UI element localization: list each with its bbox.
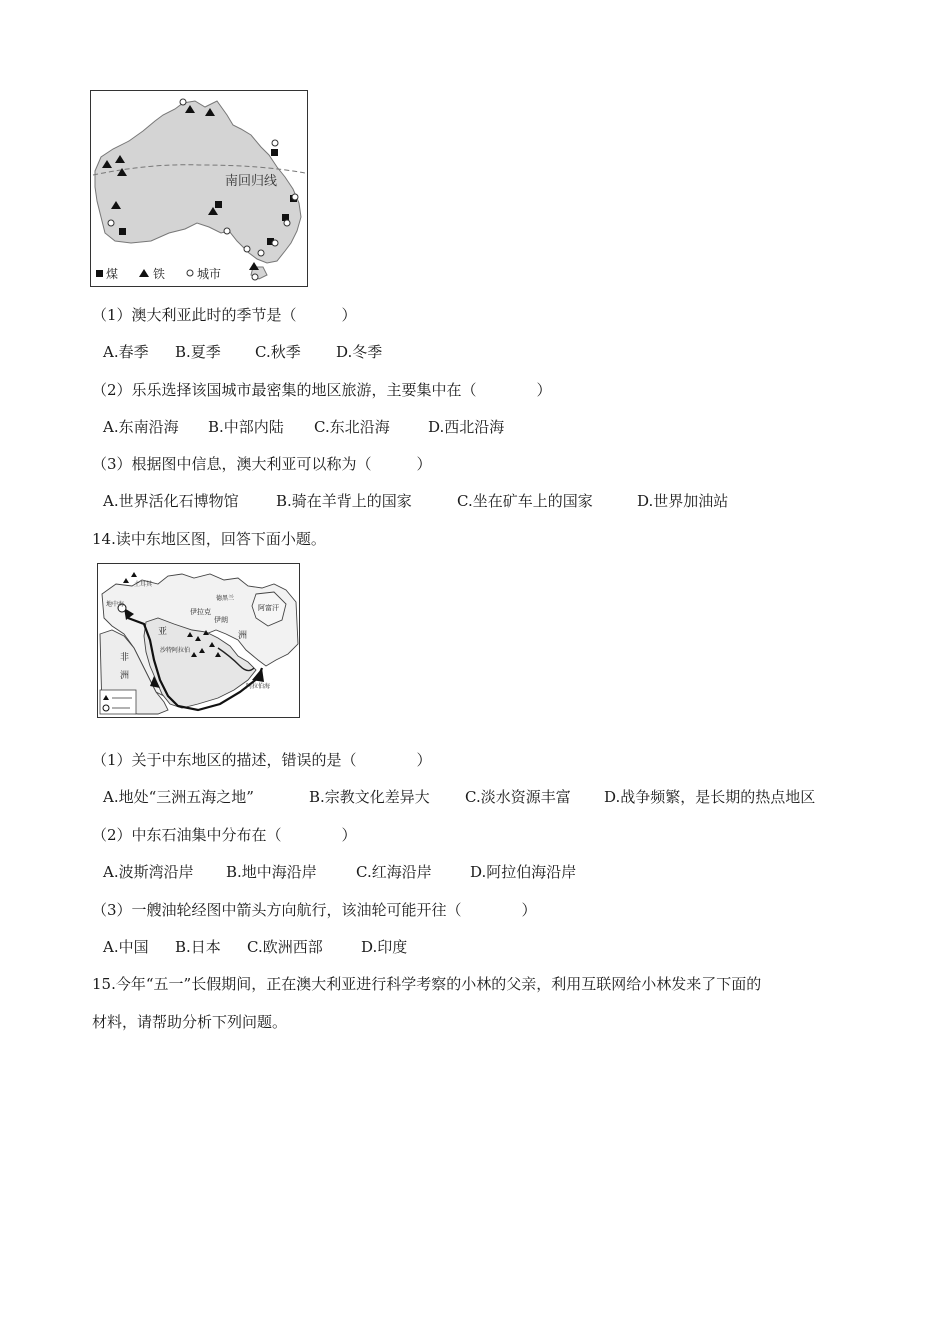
legend-canal-symbol bbox=[103, 705, 109, 711]
q13-sub2-option-d[interactable]: D.西北沿海 bbox=[428, 418, 505, 436]
city-marker bbox=[180, 99, 186, 105]
q15-line-2: 材料，请帮助分析下列问题。 bbox=[92, 1013, 288, 1031]
city-marker bbox=[244, 246, 250, 252]
africa-label-1: 非 bbox=[120, 653, 130, 663]
mediterranean-label: 地中海 bbox=[106, 601, 125, 608]
q13-sub2-stem: （2）乐乐选择该国城市最密集的地区旅游，主要集中在（ ） bbox=[92, 381, 552, 399]
asia-label-1: 亚 bbox=[158, 627, 168, 637]
asia-label-2: 洲 bbox=[238, 631, 248, 641]
legend-city-label: 城市 bbox=[197, 267, 222, 281]
q13-sub1-option-d[interactable]: D.冬季 bbox=[336, 343, 383, 361]
q15-line-1: 15.今年“五一”长假期间，正在澳大利亚进行科学考察的小林的父亲，利用互联网给小林发来了下面的 bbox=[92, 975, 762, 993]
legend-iron-label: 铁 bbox=[153, 267, 166, 281]
turkey-label: 土耳其 bbox=[134, 581, 153, 588]
q14-sub3-stem: （3）一艘油轮经图中箭头方向航行，该油轮可能开往（ ） bbox=[92, 901, 537, 919]
city-marker bbox=[272, 240, 278, 246]
q13-sub1-option-c[interactable]: C.秋季 bbox=[255, 343, 301, 361]
q14-sub3-option-d[interactable]: D.印度 bbox=[361, 938, 408, 956]
q14-sub2-option-c[interactable]: C.红海沿岸 bbox=[356, 863, 432, 881]
q13-sub2-option-a[interactable]: A.东南沿海 bbox=[103, 418, 179, 436]
q13-sub2-option-b[interactable]: B.中部内陆 bbox=[208, 418, 284, 436]
middle-east-map bbox=[97, 563, 300, 718]
q14-sub3-option-a[interactable]: A.中国 bbox=[103, 938, 149, 956]
city-marker bbox=[292, 194, 298, 200]
coal-marker bbox=[271, 149, 278, 156]
tropic-label: 南回归线 bbox=[225, 174, 278, 189]
q14-sub1-option-a[interactable]: A.地处“三洲五海之地” bbox=[103, 788, 254, 806]
q14-sub3-option-b[interactable]: B.日本 bbox=[175, 938, 221, 956]
city-marker bbox=[108, 220, 114, 226]
coal-marker bbox=[215, 201, 222, 208]
saudi-label: 沙特阿拉伯 bbox=[160, 647, 191, 654]
africa-label-2: 洲 bbox=[120, 671, 130, 681]
q14-sub1-option-d[interactable]: D.战争频繁，是长期的热点地区 bbox=[604, 788, 816, 806]
iran-label: 伊朗 bbox=[214, 616, 228, 624]
legend-coal-symbol bbox=[96, 270, 103, 277]
afghanistan-label: 阿富汗 bbox=[258, 604, 279, 612]
coal-marker bbox=[119, 228, 126, 235]
city-marker bbox=[272, 140, 278, 146]
q14-title: 14.读中东地区图，回答下面小题。 bbox=[92, 530, 326, 548]
australia-resource-map bbox=[90, 90, 308, 287]
q14-sub2-option-d[interactable]: D.阿拉伯海沿岸 bbox=[470, 863, 577, 881]
q14-sub1-option-b[interactable]: B.宗教文化差异大 bbox=[309, 788, 430, 806]
iron-marker bbox=[249, 262, 259, 270]
q14-sub1-option-c[interactable]: C.淡水资源丰富 bbox=[465, 788, 571, 806]
city-marker bbox=[284, 220, 290, 226]
australia-map-svg bbox=[91, 91, 307, 286]
q13-sub1-stem: （1）澳大利亚此时的季节是（ ） bbox=[92, 306, 357, 324]
q13-sub1-option-a[interactable]: A.春季 bbox=[103, 343, 149, 361]
q13-sub1-option-b[interactable]: B.夏季 bbox=[175, 343, 221, 361]
city-marker bbox=[224, 228, 230, 234]
tehran-label: 德黑兰 bbox=[216, 595, 235, 602]
arabian-sea-label: 阿拉伯海 bbox=[246, 683, 271, 690]
legend-city-symbol bbox=[187, 270, 193, 276]
q13-sub3-option-a[interactable]: A.世界活化石博物馆 bbox=[103, 492, 239, 510]
q13-sub3-option-c[interactable]: C.坐在矿车上的国家 bbox=[457, 492, 593, 510]
q14-sub3-option-c[interactable]: C.欧洲西部 bbox=[247, 938, 323, 956]
map-legend bbox=[96, 266, 221, 281]
legend-iron-symbol bbox=[139, 269, 149, 277]
city-marker bbox=[252, 274, 258, 280]
q14-sub1-stem: （1）关于中东地区的描述，错误的是（ ） bbox=[92, 751, 432, 769]
q14-sub2-stem: （2）中东石油集中分布在（ ） bbox=[92, 826, 357, 844]
legend-coal-label: 煤 bbox=[106, 267, 119, 281]
middle-east-map-svg bbox=[98, 564, 299, 717]
iraq-label: 伊拉克 bbox=[190, 608, 211, 616]
q13-sub3-option-d[interactable]: D.世界加油站 bbox=[637, 492, 729, 510]
q13-sub3-option-b[interactable]: B.骑在羊背上的国家 bbox=[276, 492, 412, 510]
q13-sub3-stem: （3）根据图中信息，澳大利亚可以称为（ ） bbox=[92, 455, 432, 473]
q14-sub2-option-a[interactable]: A.波斯湾沿岸 bbox=[103, 863, 194, 881]
q14-sub2-option-b[interactable]: B.地中海沿岸 bbox=[226, 863, 317, 881]
q13-sub2-option-c[interactable]: C.东北沿海 bbox=[314, 418, 390, 436]
city-marker bbox=[258, 250, 264, 256]
